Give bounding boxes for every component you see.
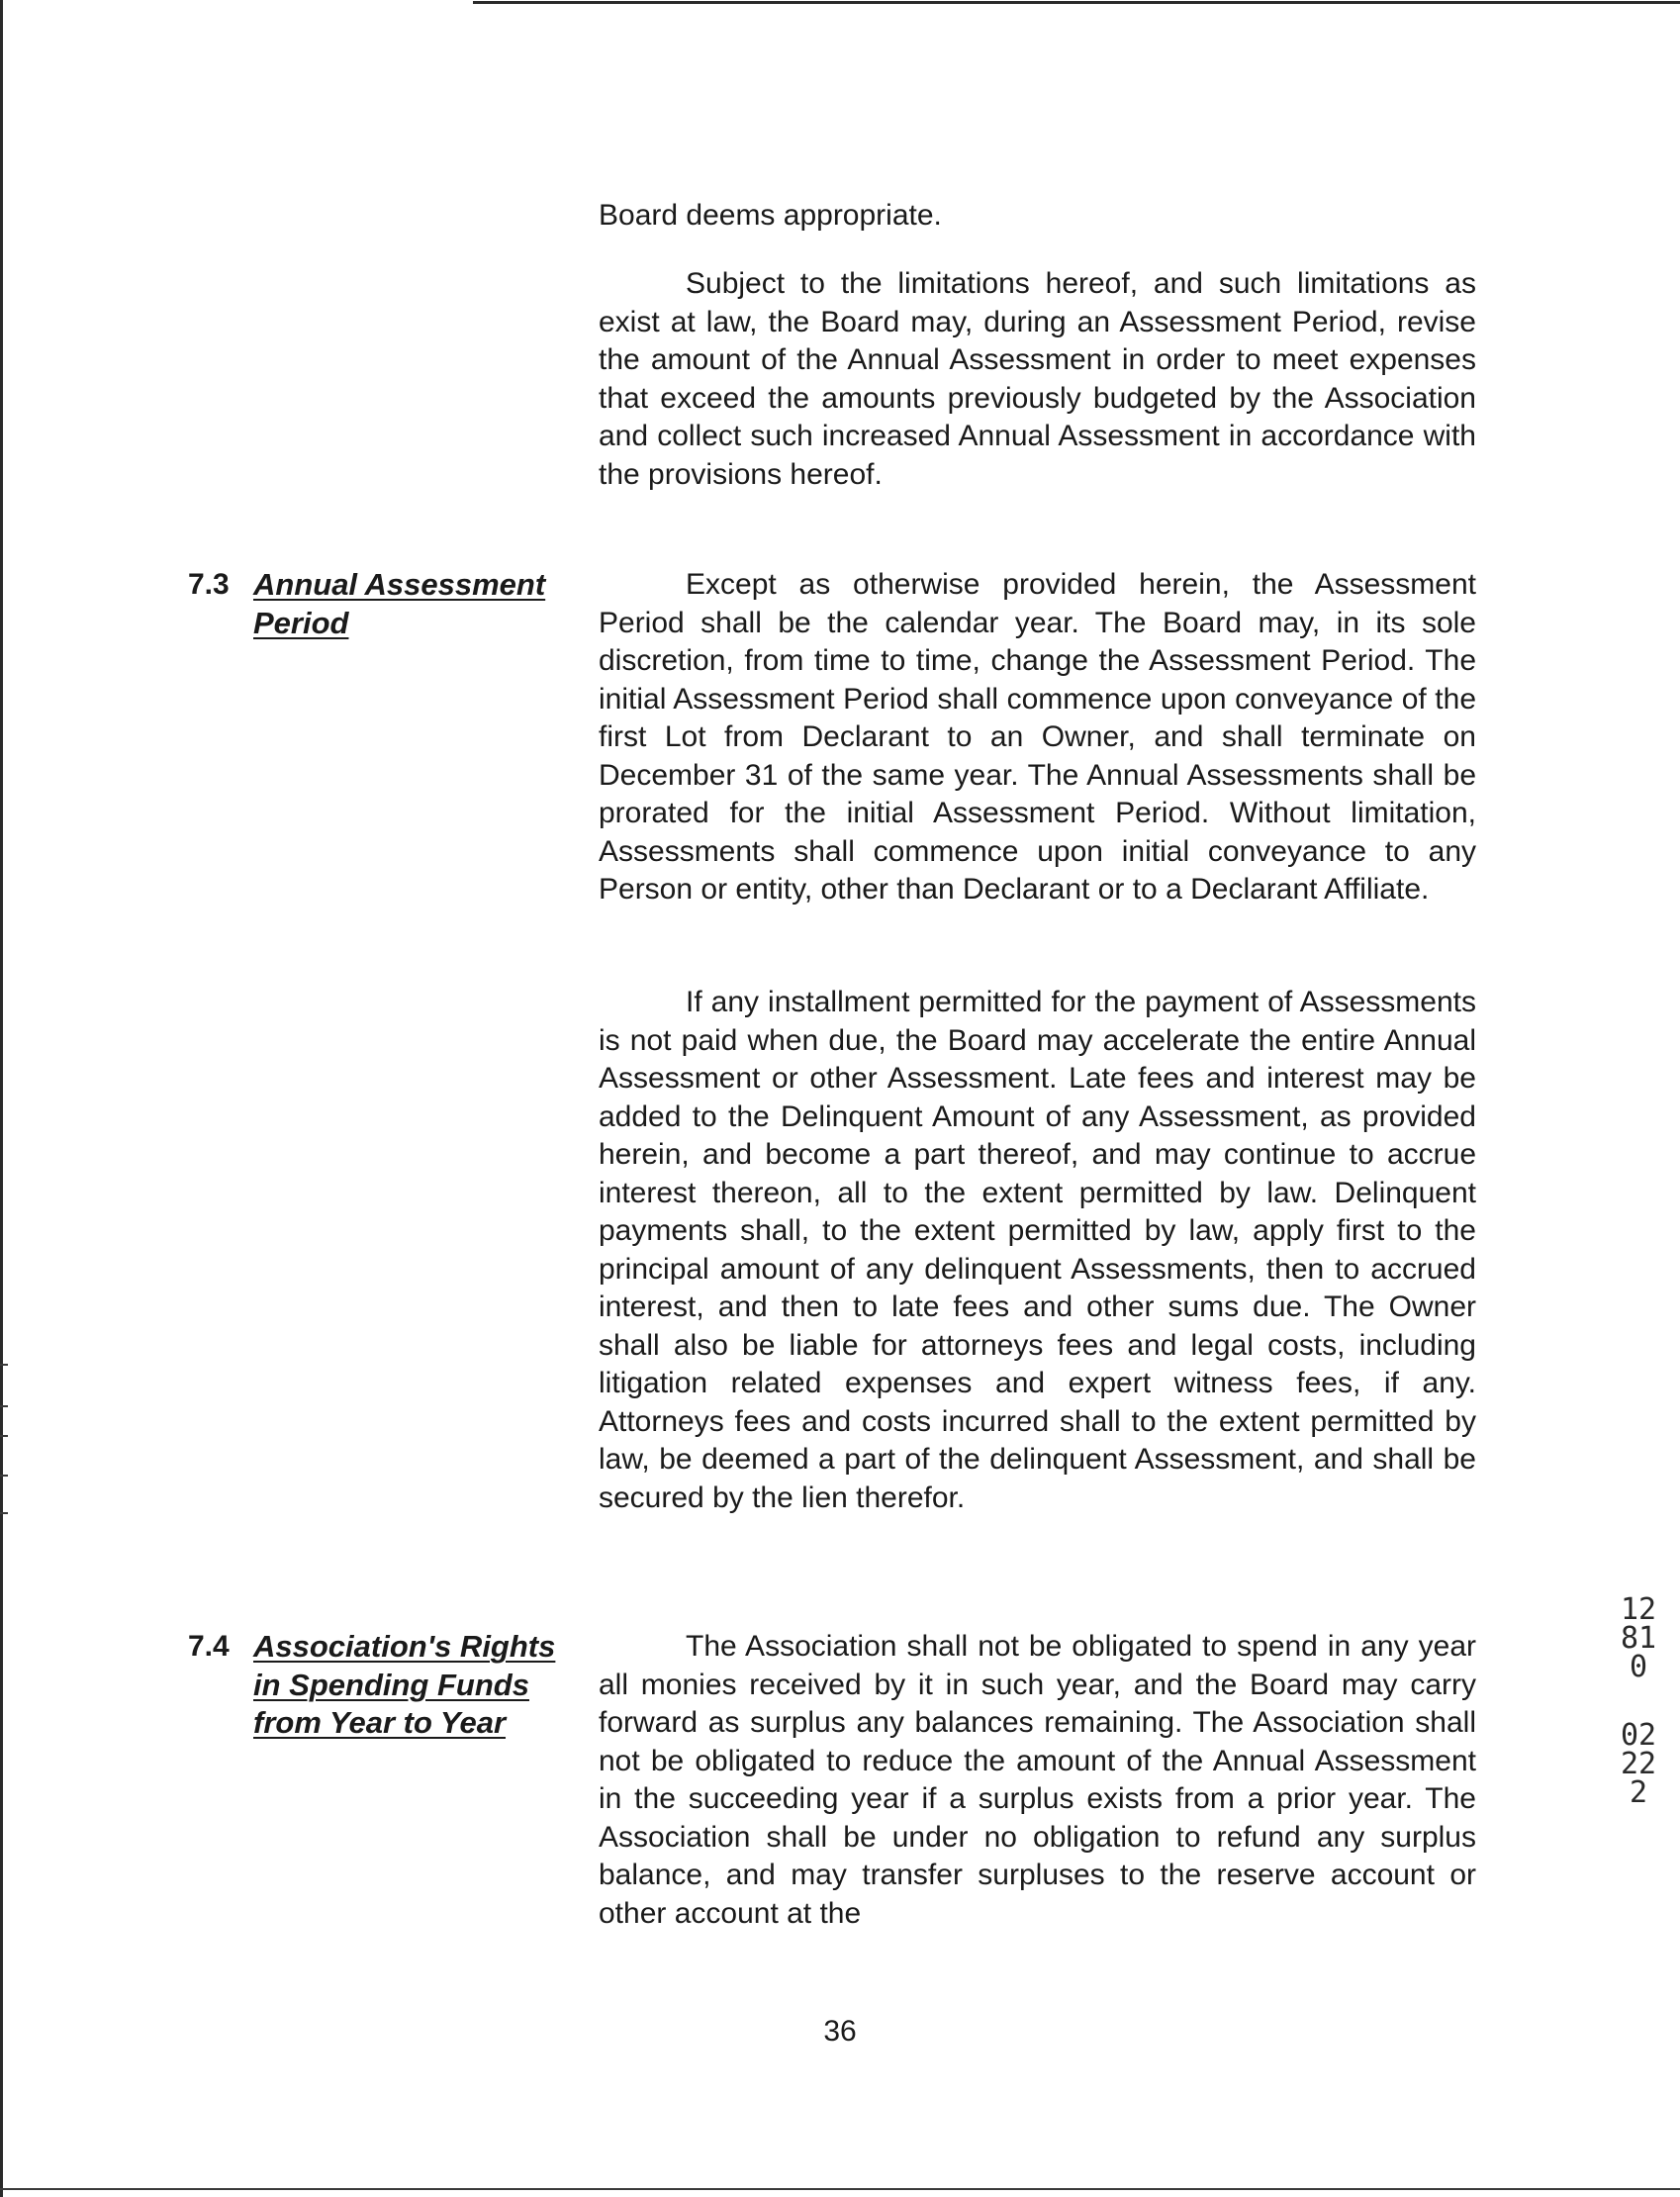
scan-mark <box>0 1405 8 1407</box>
paragraph-assessment-period: Except as otherwise provided herein, the Assessment Period shall be the calendar year. The Board may, in its sole discretion, from time to time, change the Assessment Period. The initial Assessment Period shall commence upon conveyance of the first Lot from Declarant to an Owner, and shall terminate on December 31 of the same year. The Annual Assessments shall be prorated for the initial Assessment Period. Without limitation, Assessments shall commence upon initial conveyance to any Person or entity, other than Declarant or to a Declarant Affiliate. <box>599 568 1476 906</box>
paragraph-delinquent-payments: If any installment permitted for the payment of Assessments is not paid when due, the Board may accelerate the entire Annual Assessment or other Assessment. Late fees and interest may be added to the Delinquent Amount of any Assessment, as provided herein, and become a part thereof, and may continue to accrue interest thereon, all to the extent permitted by law. Delinquent payments shall, to the extent permitted by law, apply first to the principal amount of any delinquent Assessments, then to accrued interest, and then to late fees and other sums due. The Owner shall also be liable for attorneys fees and legal costs, including litigation related expenses and expert witness fees, if any. Attorneys fees and costs incurred shall to the extent permitted by law, be deemed a part of the delinquent Assessment, and shall be secured by the lien therefor. <box>599 986 1476 1514</box>
page-number: 36 <box>823 2015 857 2048</box>
section-number-7-3: 7.3 <box>188 568 230 601</box>
scan-mark <box>0 1475 8 1477</box>
recording-number-stamp <box>1619 1592 1658 1810</box>
recording-number-part1: 12810 <box>1620 1592 1657 1684</box>
section-number-7-4: 7.4 <box>188 1630 230 1663</box>
scan-border-bottom <box>0 2188 1680 2190</box>
paragraph-surplus-funds: The Association shall not be obligated to spend in any year all monies received by it in such year, and the Board may carry forward as surplus any balances remaining. The Association shall not be obligated to reduce the amount of the Annual Assessment in the succeeding year if a surplus exists from a prior year. The Association shall be under no obligation to refund any surplus balance, and may transfer surpluses to the reserve account or other account at the <box>599 1630 1476 1930</box>
scan-mark <box>0 1435 8 1437</box>
paragraph-continuation: Board deems appropriate. <box>599 199 942 232</box>
section-heading-rights-in-spending-funds: Association's Rights in Spending Funds from Year to Year <box>253 1629 556 1740</box>
scan-border-left <box>0 0 3 2197</box>
paragraph-revision-of-assessment: Subject to the limitations hereof, and such limitations as exist at law, the Board may, during an Assessment Period, revise the amount of the Annual Assessment in order to meet expenses that exceed the amounts previously budgeted by the Association and collect such increased Annual Assessment in accordance with the provisions hereof. <box>599 267 1476 491</box>
stamp-spacer <box>1619 1681 1658 1721</box>
recording-number-part2: 02222 <box>1620 1718 1657 1810</box>
section-heading-annual-assessment-period: Annual Assessment Period <box>253 567 546 640</box>
scan-mark <box>0 1364 8 1366</box>
scan-border-top <box>473 1 1680 4</box>
scan-mark <box>0 1512 8 1514</box>
